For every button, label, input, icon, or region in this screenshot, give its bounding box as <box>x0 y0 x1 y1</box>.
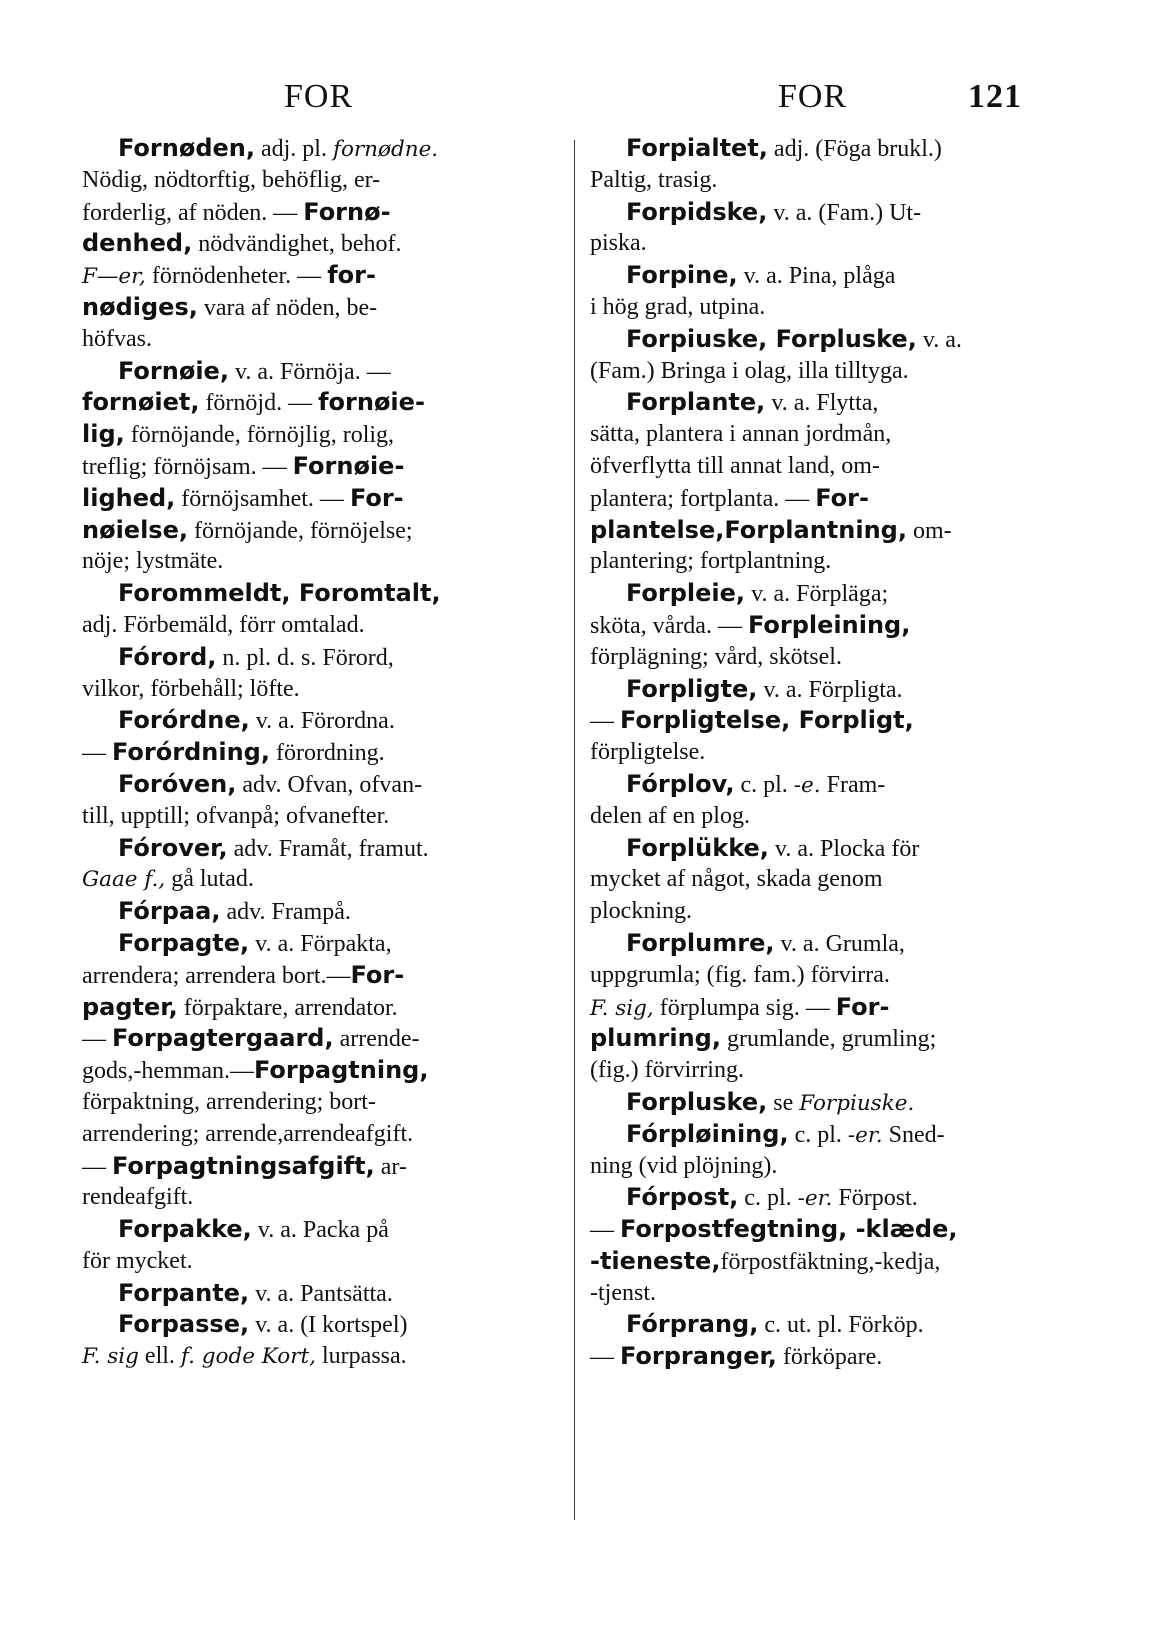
definition-text: adv. Ofvan, ofvan- <box>236 771 423 798</box>
right-guide-word: FOR <box>778 78 848 115</box>
definition-text: plockning. <box>590 898 692 925</box>
headword: Forpagtning, <box>253 1056 429 1085</box>
text-line <box>82 451 556 483</box>
headword: Forpiuske, Forpluske, <box>626 324 917 353</box>
headword: Forórdning, <box>112 738 270 767</box>
definition-text: se <box>767 1089 800 1116</box>
definition-text: v. a. Förordna. <box>249 708 395 735</box>
headword: Fornøie, <box>118 356 229 385</box>
text-line <box>82 515 556 547</box>
text-line <box>82 960 556 992</box>
headword: Forpine, <box>626 261 738 290</box>
headword: nøielse, <box>82 515 188 544</box>
running-header <box>0 78 1152 138</box>
definition-text: v. a. Pina, plåga <box>737 263 896 290</box>
headword: Fórord, <box>118 642 217 671</box>
headword: plantelse,Forplantning, <box>590 515 907 544</box>
definition-text: — <box>82 1026 112 1053</box>
definition-text: gå lutad. <box>165 866 254 893</box>
headword: denhed, <box>82 229 193 258</box>
text-line <box>82 356 556 388</box>
headword: pagter, <box>82 992 178 1021</box>
text-line <box>590 896 1068 928</box>
definition-text: rendeafgift. <box>82 1184 194 1211</box>
definition-text: v. a. Pantsätta. <box>249 1280 393 1307</box>
text-line <box>590 801 1068 833</box>
headword: Fórpløining, <box>626 1119 789 1148</box>
italic-text: F—er, <box>82 264 146 290</box>
headword: Forpleie, <box>626 579 746 608</box>
text-line <box>82 483 556 515</box>
definition-text: höfvas. <box>82 325 152 352</box>
definition-text: v. a. <box>916 326 962 353</box>
text-line <box>590 292 1068 324</box>
left-column <box>82 133 556 1373</box>
definition-text: adj. pl. <box>254 136 333 162</box>
headword: Forplükke, <box>626 833 769 862</box>
definition-text: n. pl. d. s. Förord, <box>216 644 394 671</box>
italic-text: -er. <box>847 1122 883 1148</box>
headword: Fórplov, <box>626 769 735 798</box>
definition-text: förpostfäktning,-kedja, <box>720 1248 941 1275</box>
right-column <box>590 133 1068 1373</box>
headword: lighed, <box>82 483 176 512</box>
headword: nødiges, <box>82 292 198 321</box>
text-line <box>82 228 556 260</box>
headword: Fornø- <box>303 197 391 226</box>
definition-text: treflig; förnöjsam. — <box>82 453 293 480</box>
definition-text: adj. (Föga brukl.) <box>767 136 942 162</box>
definition-text: lurpassa. <box>316 1343 407 1370</box>
definition-text: plantering; fortplantning. <box>590 548 832 575</box>
column-divider <box>574 140 575 1520</box>
text-line <box>590 864 1068 896</box>
definition-text: v. a. Förnöja. — <box>228 358 391 385</box>
definition-text: förplumpa sig. — <box>653 994 836 1021</box>
text-line <box>82 260 556 292</box>
italic-text: F. sig, <box>590 995 654 1021</box>
text-line <box>82 1214 556 1246</box>
headword: Fórprang, <box>626 1310 759 1339</box>
definition-text: sätta, plantera i annan jordmån, <box>590 421 892 448</box>
headword: Forpialtet, <box>626 134 768 162</box>
text-line <box>82 801 556 833</box>
headword: Forpligtelse, Forpligt, <box>620 706 914 735</box>
headword: Fórover, <box>118 833 228 862</box>
definition-text: förnödenheter. — <box>145 263 328 290</box>
definition-text: ell. <box>138 1343 181 1370</box>
definition-text: plantera; fortplanta. — <box>590 485 816 512</box>
text-line <box>590 324 1068 356</box>
headword: Forpagtningsafgift, <box>112 1151 375 1180</box>
definition-text: v. a. Packa på <box>251 1217 389 1244</box>
text-line <box>590 642 1068 674</box>
definition-text: c. pl. <box>738 1185 798 1212</box>
definition-text: v. a. (I kortspel) <box>249 1312 408 1339</box>
text-line <box>590 1309 1068 1341</box>
definition-text: uppgrumla; (fig. fam.) förvirra. <box>590 961 890 988</box>
definition-text: ar- <box>374 1153 407 1180</box>
definition-text: grumlande, grumling; <box>720 1026 937 1053</box>
text-line <box>82 864 556 896</box>
definition-text: adv. Frampå. <box>220 899 351 926</box>
definition-text: vilkor, förbehåll; löfte. <box>82 675 300 702</box>
definition-text: nödvändighet, behof. <box>192 231 402 258</box>
definition-text: arrendering; arrende,arrendeafgift. <box>82 1120 414 1147</box>
italic-text: -er. <box>797 1186 833 1212</box>
definition-text: förnöjande, förnöjlig, rolig, <box>124 422 395 449</box>
definition-text: till, upptill; ofvanpå; ofvanefter. <box>82 802 390 829</box>
headword: For- <box>349 483 404 512</box>
text-line <box>82 324 556 356</box>
headword: For- <box>835 992 890 1021</box>
text-line <box>590 1119 1068 1151</box>
italic-text: fornødne. <box>332 137 439 162</box>
text-line <box>590 992 1068 1024</box>
definition-text: c. pl. <box>788 1121 848 1148</box>
text-line <box>82 1341 556 1373</box>
definition-text: forderlig, af nöden. — <box>82 199 304 226</box>
definition-text: — <box>82 740 112 767</box>
definition-text: v. a. Förpligta. <box>757 676 903 703</box>
definition-text: öfverflytta till annat land, om- <box>590 452 880 479</box>
definition-text: v. a. Förpläga; <box>745 581 889 608</box>
text-line <box>590 1246 1068 1278</box>
headword: Forpakke, <box>118 1215 252 1244</box>
left-guide-word: FOR <box>284 78 354 115</box>
text-line <box>590 356 1068 388</box>
italic-text: f. gode Kort, <box>180 1344 316 1370</box>
definition-text: c. pl. <box>734 771 794 798</box>
text-line <box>590 419 1068 451</box>
headword: Forpidske, <box>626 197 768 226</box>
text-line <box>590 674 1068 706</box>
text-line <box>82 1087 556 1119</box>
text-line <box>82 1278 556 1310</box>
text-line <box>590 483 1068 515</box>
text-line <box>590 960 1068 992</box>
italic-text: -e. <box>793 772 821 798</box>
definition-text: Sned- <box>882 1121 945 1148</box>
headword: Fórpaa, <box>118 897 221 926</box>
text-line <box>590 1182 1068 1214</box>
text-line <box>82 1119 556 1151</box>
text-line <box>590 737 1068 769</box>
headword: Forpluske, <box>626 1087 768 1116</box>
headword: For- <box>350 960 405 989</box>
headword: Fórpost, <box>626 1183 739 1212</box>
definition-text: ning (vid plöjning). <box>590 1152 778 1179</box>
text-line <box>590 610 1068 642</box>
definition-text: arrendera; arrendera bort.— <box>82 962 351 989</box>
text-line <box>82 642 556 674</box>
headword: Forommeldt, Foromtalt, <box>118 579 441 608</box>
definition-text: förnöjd. — <box>199 390 319 417</box>
text-line <box>82 674 556 706</box>
definition-text: delen af en plog. <box>590 802 750 829</box>
definition-text: piska. <box>590 230 647 257</box>
headword: Forpostfegtning, -klæde, <box>620 1215 958 1244</box>
definition-text: — <box>590 1217 620 1244</box>
text-line <box>82 1055 556 1087</box>
headword: -tieneste, <box>590 1246 721 1275</box>
definition-text: c. ut. pl. Förköp. <box>758 1312 924 1339</box>
text-line <box>590 705 1068 737</box>
text-line <box>82 1023 556 1055</box>
text-line <box>590 833 1068 865</box>
text-line <box>590 228 1068 260</box>
text-line <box>82 419 556 451</box>
text-line <box>590 1055 1068 1087</box>
headword: lig, <box>82 420 125 449</box>
definition-text: adv. Framåt, framut. <box>227 835 429 862</box>
page-number: 121 <box>968 78 1022 115</box>
definition-text: förpaktning, arrendering; bort- <box>82 1088 376 1115</box>
italic-text: Gaae f., <box>82 867 166 893</box>
headword: Forplumre, <box>626 928 775 957</box>
text-line <box>590 546 1068 578</box>
text-line <box>590 260 1068 292</box>
text-line <box>82 165 556 197</box>
definition-text: förpaktare, arrendator. <box>177 994 398 1021</box>
text-line <box>82 133 556 165</box>
text-line <box>82 1151 556 1183</box>
definition-text: för mycket. <box>82 1247 193 1274</box>
definition-text: förpligtelse. <box>590 739 706 766</box>
text-line <box>82 578 556 610</box>
definition-text: Paltig, trasig. <box>590 166 718 193</box>
headword: Forpagte, <box>118 928 250 957</box>
text-line <box>590 928 1068 960</box>
text-line <box>82 737 556 769</box>
text-line <box>82 928 556 960</box>
text-line <box>590 1023 1068 1055</box>
headword: Forpligte, <box>626 674 758 703</box>
definition-text: Fram- <box>820 771 886 798</box>
definition-text: förköpare. <box>776 1344 883 1371</box>
definition-text: (fig.) förvirring. <box>590 1057 744 1084</box>
definition-text: gods,-hemman.— <box>82 1058 254 1085</box>
italic-text: Forpiuske. <box>799 1090 915 1116</box>
definition-text: — <box>590 708 620 735</box>
text-line <box>590 515 1068 547</box>
headword: fornøie- <box>318 388 425 417</box>
text-line <box>82 1182 556 1214</box>
definition-text: (Fam.) Bringa i olag, illa tilltyga. <box>590 357 909 384</box>
headword: Forpagtergaard, <box>112 1024 334 1053</box>
headword: Forpasse, <box>118 1310 250 1339</box>
text-line <box>82 896 556 928</box>
text-line <box>82 833 556 865</box>
text-line <box>590 387 1068 419</box>
text-line <box>590 197 1068 229</box>
headword: Forpranger, <box>620 1342 777 1371</box>
definition-text: — <box>82 1153 112 1180</box>
definition-text: förnöjsamhet. — <box>175 485 350 512</box>
headword: Fornøden, <box>118 134 255 162</box>
text-line <box>590 165 1068 197</box>
definition-text: v. a. Plocka för <box>768 835 920 862</box>
definition-text: -tjenst. <box>590 1279 656 1306</box>
text-line <box>590 1214 1068 1246</box>
headword: Forplante, <box>626 388 766 417</box>
headword: Forórdne, <box>118 706 250 735</box>
definition-text: förordning. <box>269 740 385 767</box>
definition-text: arrende- <box>333 1026 420 1053</box>
definition-text: Nödig, nödtorftig, behöflig, er- <box>82 166 381 193</box>
headword: Forpleining, <box>747 610 911 639</box>
text-line <box>82 292 556 324</box>
definition-text: — <box>590 1344 620 1371</box>
definition-text: Förpost. <box>832 1185 918 1212</box>
text-line <box>590 578 1068 610</box>
text-line <box>590 1341 1068 1373</box>
definition-text: v. a. Flytta, <box>765 390 879 417</box>
text-line <box>82 992 556 1024</box>
text-line <box>82 769 556 801</box>
definition-text: v. a. Förpakta, <box>249 930 392 957</box>
text-line <box>82 1309 556 1341</box>
headword: plumring, <box>590 1024 721 1053</box>
definition-text: vara af nöden, be- <box>197 294 378 321</box>
text-line <box>82 610 556 642</box>
definition-text: sköta, vårda. — <box>590 612 748 639</box>
text-line <box>590 1151 1068 1183</box>
definition-text: v. a. (Fam.) Ut- <box>767 199 922 226</box>
definition-text: förnöjande, förnöjelse; <box>187 517 413 544</box>
definition-text: i hög grad, utpina. <box>590 293 766 320</box>
definition-text: förplägning; vård, skötsel. <box>590 643 842 670</box>
definition-text: adj. Förbemäld, förr omtalad. <box>82 611 365 638</box>
headword: Forpante, <box>118 1278 250 1307</box>
headword: fornøiet, <box>82 388 200 417</box>
text-line <box>590 1087 1068 1119</box>
definition-text: om- <box>906 517 952 544</box>
text-line <box>590 1278 1068 1310</box>
text-line <box>82 546 556 578</box>
italic-text: F. sig <box>82 1344 139 1370</box>
definition-text: mycket af något, skada genom <box>590 866 883 893</box>
text-line <box>82 197 556 229</box>
text-line <box>82 387 556 419</box>
text-line <box>590 769 1068 801</box>
headword: for- <box>327 261 376 290</box>
definition-text: nöje; lystmäte. <box>82 548 224 575</box>
text-line <box>590 133 1068 165</box>
definition-text: v. a. Grumla, <box>774 930 905 957</box>
text-line <box>82 1246 556 1278</box>
text-line <box>590 451 1068 483</box>
headword: For- <box>815 483 869 512</box>
headword: Fornøie- <box>292 451 405 480</box>
text-line <box>82 705 556 737</box>
headword: Foróven, <box>118 769 237 798</box>
